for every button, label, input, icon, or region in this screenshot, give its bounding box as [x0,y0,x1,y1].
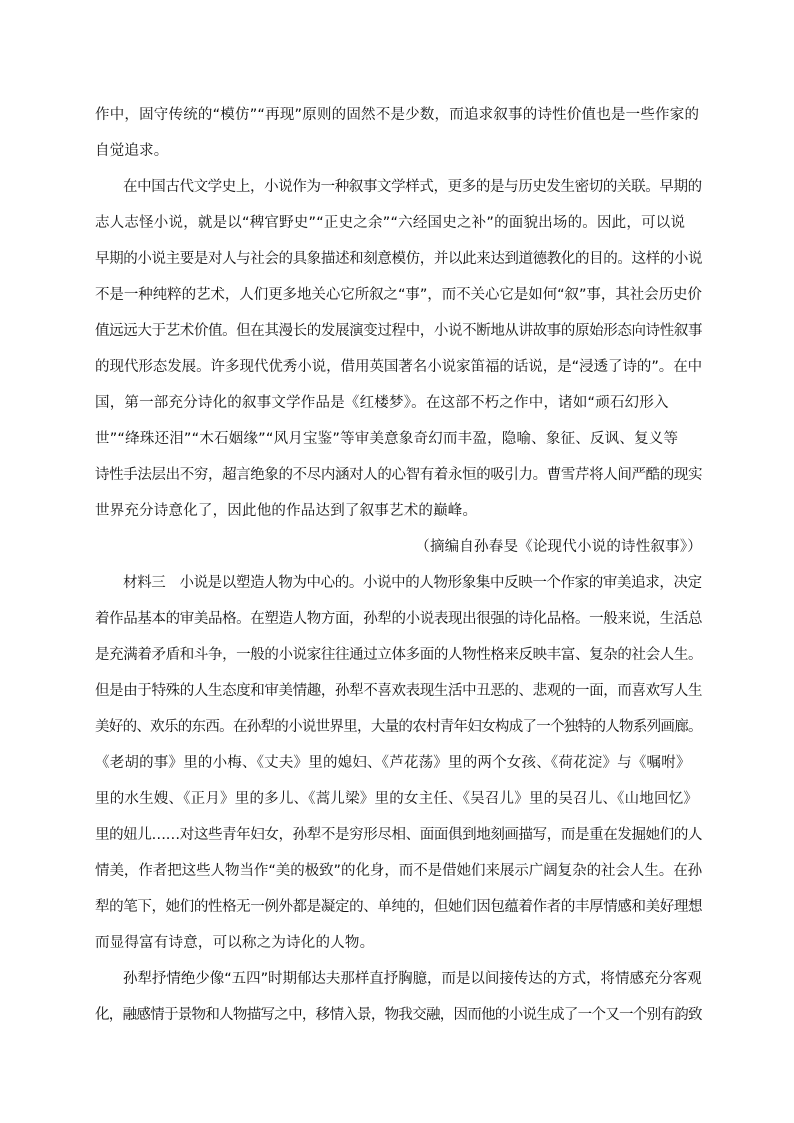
text-line: 世”“绛珠还泪”“木石姻缘”“风月宝鉴”等审美意象奇幻而丰盈，隐喻、象征、反讽、复义等 [95,431,679,447]
paragraph-start: 在中国古代文学史上，小说作为一种叙事文学样式，更多的是与历史发生密切的关联。早期的 [123,179,702,195]
text-line: 犁的笔下，她们的性格无一例外都是凝定的、单纯的，但她们因包蕴着作者的丰厚情感和美好理想 [95,899,703,915]
text-line: 里的妞儿……对这些青年妇女，孙犁不是穷形尽相、面面俱到地刻画描写，而是重在发掘她们的人 [95,827,703,843]
text-line: 而显得富有诗意，可以称之为诗化的人物。 [95,935,375,951]
text-line: 早期的小说主要是对人与社会的具象描述和刻意模仿，并以此来达到道德教化的目的。这样的小说 [95,251,703,267]
text-line: 国，第一部充分诗化的叙事文学作品是《红楼梦》。在这部不朽之作中，诸如“顽石幻形入 [95,395,669,411]
text-line: 化，融感情于景物和人物描写之中，移情入景，物我交融，因而他的小说生成了一个又一个别有韵致 [95,1007,702,1023]
paragraph-start: 孙犁抒情绝少像“五四”时期郁达夫那样直抒胸臆，而是以间接传达的方式，将情感充分客观 [123,971,702,987]
text-line: 《老胡的事》里的小梅、《丈夫》里的媳妇、《芦花荡》里的两个女孩、《荷花淀》与《嘱咐》 [95,755,691,771]
text-line: 诗性手法层出不穷，超言绝象的不尽内涵对人的心智有着永恒的吸引力。曹雪芹将人间严酷的现实 [95,467,703,483]
text-line: 值远远大于艺术价值。但在其漫长的发展演变过程中，小说不断地从讲故事的原始形态向诗性叙事 [95,323,703,339]
text-line: 不是一种纯粹的艺术，人们更多地关心它所叙之“事”，而不关心它是如何“叙”事，其社会历史价 [95,287,702,303]
text-line: 的现代形态发展。许多现代优秀小说，借用英国著名小说家笛福的话说，是“浸透了诗的”。在中 [95,359,703,375]
source-citation: （摘编自孙春旻《论现代小说的诗性叙事》） [415,539,702,555]
text-line: 自觉追求。 [95,143,169,159]
text-line: 是充满着矛盾和斗争，一般的小说家往往通过立体多面的人物性格来反映丰富、复杂的社会人生。 [95,647,703,663]
text-line: 但是由于特殊的人生态度和审美情趣，孙犁不喜欢表现生活中丑恶的、悲观的一面，而喜欢写人生 [95,683,703,699]
text-line: 世界充分诗意化了，因此他的作品达到了叙事艺术的巅峰。 [95,503,478,519]
material-three-heading: 材料三 小说是以塑造人物为中心的。小说中的人物形象集中反映一个作家的审美追求，决定 [123,575,702,591]
text-line: 里的水生嫂、《正月》里的多儿、《蒿儿梁》里的女主任、《吴召儿》里的吴召儿、《山地回忆》 [95,791,699,807]
text-line: 志人志怪小说，就是以“稗官野史”“正史之余”“六经国史之补”的面貌出场的。因此，可以说 [95,215,686,231]
text-line: 作中，固守传统的“模仿”“再现”原则的固然不是少数，而追求叙事的诗性价值也是一些作家的 [95,107,700,123]
text-line: 情美，作者把这些人物当作“美的极致”的化身，而不是借她们来展示广阔复杂的社会人生。在孙 [95,863,703,879]
text-line: 美好的、欢乐的东西。在孙犁的小说世界里，大量的农村青年妇女构成了一个独特的人物系列画廊。 [95,719,702,735]
text-line: 着作品基本的审美品格。在塑造人物方面，孙犁的小说表现出很强的诗化品格。一般来说，生活总 [95,611,703,627]
